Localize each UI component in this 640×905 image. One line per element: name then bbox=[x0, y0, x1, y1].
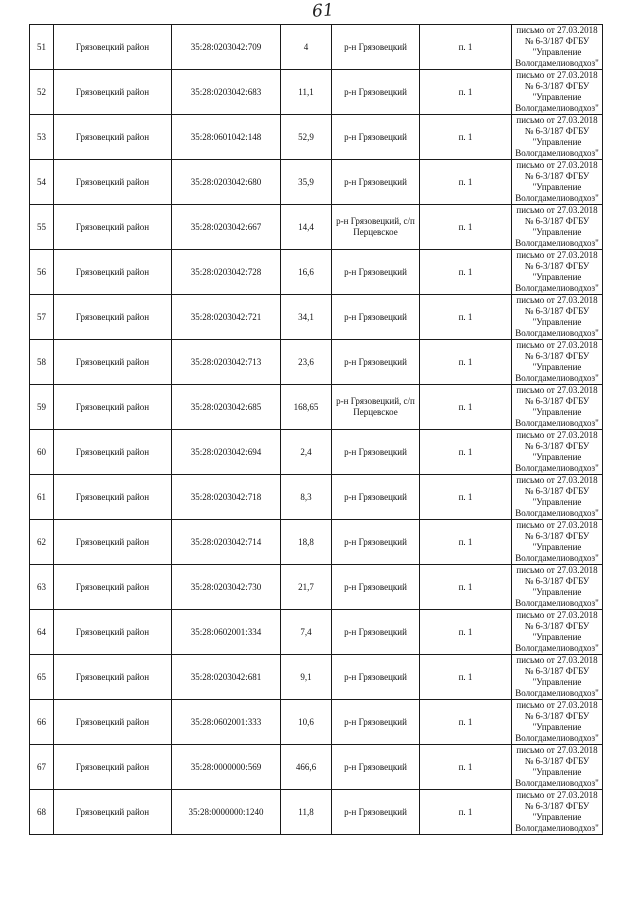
location-cell: р-н Грязовецкий bbox=[332, 25, 420, 70]
row-number-cell: 65 bbox=[30, 655, 54, 700]
cadastral-number-cell: 35:28:0601042:148 bbox=[172, 115, 281, 160]
basis-cell: письмо от 27.03.2018 № 6-3/187 ФГБУ "Управление Вологдамелиоводхоз" bbox=[512, 700, 603, 745]
row-number-cell: 52 bbox=[30, 70, 54, 115]
row-number-cell: 54 bbox=[30, 160, 54, 205]
cadastral-number-cell: 35:28:0203042:718 bbox=[172, 475, 281, 520]
area-cell: 14,4 bbox=[281, 205, 332, 250]
district-cell: Грязовецкий район bbox=[54, 385, 172, 430]
district-cell: Грязовецкий район bbox=[54, 430, 172, 475]
cadastral-number-cell: 35:28:0000000:1240 bbox=[172, 790, 281, 835]
table-row bbox=[30, 250, 603, 295]
point-cell: п. 1 bbox=[420, 565, 512, 610]
table-row bbox=[30, 745, 603, 790]
location-cell: р-н Грязовецкий bbox=[332, 340, 420, 385]
district-cell: Грязовецкий район bbox=[54, 70, 172, 115]
area-cell: 34,1 bbox=[281, 295, 332, 340]
land-plots-table bbox=[29, 24, 603, 835]
area-cell: 35,9 bbox=[281, 160, 332, 205]
table-row bbox=[30, 520, 603, 565]
cadastral-number-cell: 35:28:0602001:334 bbox=[172, 610, 281, 655]
cadastral-number-cell: 35:28:0203042:713 bbox=[172, 340, 281, 385]
point-cell: п. 1 bbox=[420, 340, 512, 385]
handwritten-page-number: 61 bbox=[311, 0, 335, 22]
cadastral-number-cell: 35:28:0203042:714 bbox=[172, 520, 281, 565]
basis-cell: письмо от 27.03.2018 № 6-3/187 ФГБУ "Управление Вологдамелиоводхоз" bbox=[512, 475, 603, 520]
table-row bbox=[30, 430, 603, 475]
district-cell: Грязовецкий район bbox=[54, 250, 172, 295]
row-number-cell: 58 bbox=[30, 340, 54, 385]
basis-cell: письмо от 27.03.2018 № 6-3/187 ФГБУ "Управление Вологдамелиоводхоз" bbox=[512, 790, 603, 835]
basis-cell: письмо от 27.03.2018 № 6-3/187 ФГБУ "Управление Вологдамелиоводхоз" bbox=[512, 205, 603, 250]
point-cell: п. 1 bbox=[420, 700, 512, 745]
table-row bbox=[30, 610, 603, 655]
location-cell: р-н Грязовецкий, с/п Перцевское bbox=[332, 205, 420, 250]
row-number-cell: 66 bbox=[30, 700, 54, 745]
table-row bbox=[30, 700, 603, 745]
cadastral-number-cell: 35:28:0203042:728 bbox=[172, 250, 281, 295]
area-cell: 10,6 bbox=[281, 700, 332, 745]
district-cell: Грязовецкий район bbox=[54, 295, 172, 340]
basis-cell: письмо от 27.03.2018 № 6-3/187 ФГБУ "Управление Вологдамелиоводхоз" bbox=[512, 340, 603, 385]
area-cell: 18,8 bbox=[281, 520, 332, 565]
basis-cell: письмо от 27.03.2018 № 6-3/187 ФГБУ "Управление Вологдамелиоводхоз" bbox=[512, 295, 603, 340]
basis-cell: письмо от 27.03.2018 № 6-3/187 ФГБУ "Управление Вологдамелиоводхоз" bbox=[512, 520, 603, 565]
point-cell: п. 1 bbox=[420, 385, 512, 430]
district-cell: Грязовецкий район bbox=[54, 475, 172, 520]
row-number-cell: 64 bbox=[30, 610, 54, 655]
point-cell: п. 1 bbox=[420, 25, 512, 70]
location-cell: р-н Грязовецкий, с/п Перцевское bbox=[332, 385, 420, 430]
row-number-cell: 61 bbox=[30, 475, 54, 520]
area-cell: 8,3 bbox=[281, 475, 332, 520]
table-body bbox=[30, 25, 603, 835]
location-cell: р-н Грязовецкий bbox=[332, 250, 420, 295]
district-cell: Грязовецкий район bbox=[54, 160, 172, 205]
row-number-cell: 67 bbox=[30, 745, 54, 790]
point-cell: п. 1 bbox=[420, 520, 512, 565]
cadastral-number-cell: 35:28:0203042:730 bbox=[172, 565, 281, 610]
location-cell: р-н Грязовецкий bbox=[332, 295, 420, 340]
basis-cell: письмо от 27.03.2018 № 6-3/187 ФГБУ "Управление Вологдамелиоводхоз" bbox=[512, 430, 603, 475]
row-number-cell: 56 bbox=[30, 250, 54, 295]
point-cell: п. 1 bbox=[420, 160, 512, 205]
district-cell: Грязовецкий район bbox=[54, 340, 172, 385]
row-number-cell: 62 bbox=[30, 520, 54, 565]
district-cell: Грязовецкий район bbox=[54, 115, 172, 160]
table-row bbox=[30, 115, 603, 160]
cadastral-number-cell: 35:28:0000000:569 bbox=[172, 745, 281, 790]
location-cell: р-н Грязовецкий bbox=[332, 565, 420, 610]
point-cell: п. 1 bbox=[420, 250, 512, 295]
location-cell: р-н Грязовецкий bbox=[332, 610, 420, 655]
district-cell: Грязовецкий район bbox=[54, 25, 172, 70]
row-number-cell: 60 bbox=[30, 430, 54, 475]
location-cell: р-н Грязовецкий bbox=[332, 115, 420, 160]
point-cell: п. 1 bbox=[420, 115, 512, 160]
point-cell: п. 1 bbox=[420, 655, 512, 700]
table-row bbox=[30, 205, 603, 250]
location-cell: р-н Грязовецкий bbox=[332, 475, 420, 520]
row-number-cell: 59 bbox=[30, 385, 54, 430]
area-cell: 2,4 bbox=[281, 430, 332, 475]
area-cell: 466,6 bbox=[281, 745, 332, 790]
district-cell: Грязовецкий район bbox=[54, 655, 172, 700]
location-cell: р-н Грязовецкий bbox=[332, 70, 420, 115]
cadastral-number-cell: 35:28:0203042:683 bbox=[172, 70, 281, 115]
point-cell: п. 1 bbox=[420, 205, 512, 250]
point-cell: п. 1 bbox=[420, 295, 512, 340]
table-row bbox=[30, 655, 603, 700]
table-row bbox=[30, 790, 603, 835]
location-cell: р-н Грязовецкий bbox=[332, 160, 420, 205]
point-cell: п. 1 bbox=[420, 430, 512, 475]
cadastral-number-cell: 35:28:0203042:694 bbox=[172, 430, 281, 475]
table-row bbox=[30, 160, 603, 205]
table-row bbox=[30, 295, 603, 340]
location-cell: р-н Грязовецкий bbox=[332, 790, 420, 835]
cadastral-number-cell: 35:28:0203042:681 bbox=[172, 655, 281, 700]
point-cell: п. 1 bbox=[420, 790, 512, 835]
district-cell: Грязовецкий район bbox=[54, 520, 172, 565]
cadastral-number-cell: 35:28:0203042:667 bbox=[172, 205, 281, 250]
location-cell: р-н Грязовецкий bbox=[332, 430, 420, 475]
point-cell: п. 1 bbox=[420, 745, 512, 790]
area-cell: 168,65 bbox=[281, 385, 332, 430]
area-cell: 21,7 bbox=[281, 565, 332, 610]
area-cell: 11,8 bbox=[281, 790, 332, 835]
table-row bbox=[30, 70, 603, 115]
area-cell: 7,4 bbox=[281, 610, 332, 655]
district-cell: Грязовецкий район bbox=[54, 610, 172, 655]
location-cell: р-н Грязовецкий bbox=[332, 655, 420, 700]
area-cell: 11,1 bbox=[281, 70, 332, 115]
table-row bbox=[30, 475, 603, 520]
row-number-cell: 55 bbox=[30, 205, 54, 250]
table-row bbox=[30, 385, 603, 430]
point-cell: п. 1 bbox=[420, 70, 512, 115]
point-cell: п. 1 bbox=[420, 610, 512, 655]
location-cell: р-н Грязовецкий bbox=[332, 700, 420, 745]
basis-cell: письмо от 27.03.2018 № 6-3/187 ФГБУ "Управление Вологдамелиоводхоз" bbox=[512, 655, 603, 700]
table-row bbox=[30, 340, 603, 385]
district-cell: Грязовецкий район bbox=[54, 565, 172, 610]
row-number-cell: 51 bbox=[30, 25, 54, 70]
row-number-cell: 68 bbox=[30, 790, 54, 835]
cadastral-number-cell: 35:28:0203042:685 bbox=[172, 385, 281, 430]
cadastral-number-cell: 35:28:0602001:333 bbox=[172, 700, 281, 745]
location-cell: р-н Грязовецкий bbox=[332, 520, 420, 565]
basis-cell: письмо от 27.03.2018 № 6-3/187 ФГБУ "Управление Вологдамелиоводхоз" bbox=[512, 115, 603, 160]
basis-cell: письмо от 27.03.2018 № 6-3/187 ФГБУ "Управление Вологдамелиоводхоз" bbox=[512, 25, 603, 70]
point-cell: п. 1 bbox=[420, 475, 512, 520]
basis-cell: письмо от 27.03.2018 № 6-3/187 ФГБУ "Управление Вологдамелиоводхоз" bbox=[512, 250, 603, 295]
area-cell: 9,1 bbox=[281, 655, 332, 700]
row-number-cell: 53 bbox=[30, 115, 54, 160]
basis-cell: письмо от 27.03.2018 № 6-3/187 ФГБУ "Управление Вологдамелиоводхоз" bbox=[512, 385, 603, 430]
district-cell: Грязовецкий район bbox=[54, 205, 172, 250]
area-cell: 4 bbox=[281, 25, 332, 70]
basis-cell: письмо от 27.03.2018 № 6-3/187 ФГБУ "Управление Вологдамелиоводхоз" bbox=[512, 565, 603, 610]
row-number-cell: 57 bbox=[30, 295, 54, 340]
table-row bbox=[30, 565, 603, 610]
basis-cell: письмо от 27.03.2018 № 6-3/187 ФГБУ "Управление Вологдамелиоводхоз" bbox=[512, 160, 603, 205]
basis-cell: письмо от 27.03.2018 № 6-3/187 ФГБУ "Управление Вологдамелиоводхоз" bbox=[512, 610, 603, 655]
cadastral-number-cell: 35:28:0203042:680 bbox=[172, 160, 281, 205]
district-cell: Грязовецкий район bbox=[54, 700, 172, 745]
row-number-cell: 63 bbox=[30, 565, 54, 610]
basis-cell: письмо от 27.03.2018 № 6-3/187 ФГБУ "Управление Вологдамелиоводхоз" bbox=[512, 745, 603, 790]
district-cell: Грязовецкий район bbox=[54, 745, 172, 790]
area-cell: 52,9 bbox=[281, 115, 332, 160]
location-cell: р-н Грязовецкий bbox=[332, 745, 420, 790]
cadastral-number-cell: 35:28:0203042:709 bbox=[172, 25, 281, 70]
district-cell: Грязовецкий район bbox=[54, 790, 172, 835]
area-cell: 23,6 bbox=[281, 340, 332, 385]
area-cell: 16,6 bbox=[281, 250, 332, 295]
basis-cell: письмо от 27.03.2018 № 6-3/187 ФГБУ "Управление Вологдамелиоводхоз" bbox=[512, 70, 603, 115]
cadastral-number-cell: 35:28:0203042:721 bbox=[172, 295, 281, 340]
table-row bbox=[30, 25, 603, 70]
